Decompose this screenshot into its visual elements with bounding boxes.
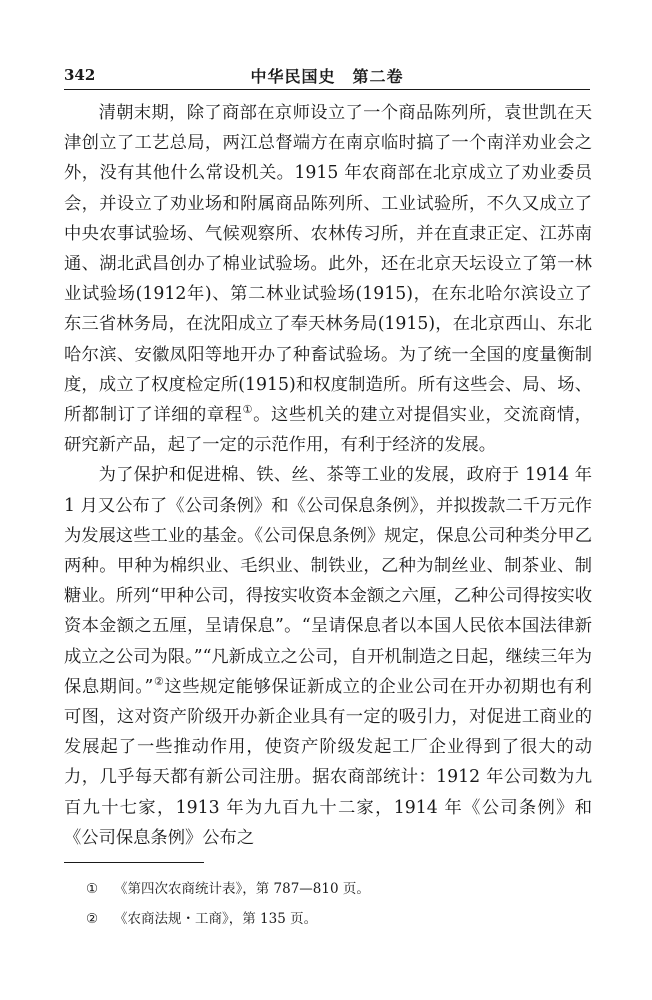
body-text [64, 98, 592, 853]
footnote [86, 874, 586, 904]
footnote-text: 《第四次农商统计表》，第 787—810 页。 [114, 881, 370, 897]
running-title: 中华民国史 第二卷 [250, 67, 404, 86]
page-number: 342 [64, 66, 96, 84]
header-rule [64, 89, 590, 90]
footnote-ref: ① [242, 403, 254, 417]
footnote-mark: ① [86, 881, 99, 897]
footnote-ref: ② [153, 675, 165, 689]
page-header [64, 62, 590, 88]
footnote-rule [64, 862, 204, 863]
paragraph-text: 为了保护和促进棉、铁、丝、茶等工业的发展，政府于 1914 年 1 月又公布了《公司条例》和《公司保息条例》，并拟拨款二千万元作为发展这些工业的基金。《公司保息条例》规定，保息公司种类分甲乙两种。甲种为棉织业、毛织业、制铁业，乙种为制丝业、制茶业、制糖业。所列“甲种公司，得按实收资本金额之六厘，乙种公司得按实收资本金额之五厘，呈请保息”。“呈请保息者以本国人民依本国法律新成立之公司为限。”“凡新成立之公司，自开机制造之日起，继续三年为保息期间。” [64, 465, 592, 697]
footnote-mark: ② [86, 911, 99, 927]
footnotes [86, 874, 586, 934]
paragraph [64, 460, 592, 853]
paragraph [64, 98, 592, 460]
paragraph-tail: 这些规定能够保证新成立的企业公司在开办初期也有利可图，这对资产阶级开办新企业具有一定的吸引力，对促进工商业的发展起了一些推动作用，使资产阶级发起工厂企业得到了很大的动力，几乎每天都有新公司注册。据农商部统计：1912 年公司数为九百九十七家，1913 年为九百九十二家，1914 年《公司条例》和《公司保息条例》公布之 [64, 676, 592, 848]
paragraph-text: 清朝末期，除了商部在京师设立了一个商品陈列所，袁世凯在天津创立了工艺总局，两江总督端方在南京临时搞了一个南洋劝业会之外，没有其他什么常设机关。1915 年农商部在北京成立了劝业委员会，并设立了劝业场和附属商品陈列所、工业试验所，不久又成立了中央农事试验场、气候观察所、农林传习所，并在直隶正定、江苏南通、湖北武昌创办了棉业试验场。此外，还在北京天坛设立了第一林业试验场(1912年)、第二林业试验场(1915)，在东北哈尔滨设立了东三省林务局，在沈阳成立了奉天林务局(1915)，在北京西山、东北哈尔滨、安徽凤阳等地开办了种畜试验场。为了统一全国的度量衡制度，成立了权度检定所(1915)和权度制造所。所有这些会、局、场、所都制订了详细的章程 [64, 103, 592, 426]
footnote [86, 904, 586, 934]
footnote-text: 《农商法规・工商》，第 135 页。 [114, 911, 318, 927]
paragraph-tail: 。这些机关的建立对提倡实业，交流商情，研究新产品，起了一定的示范作用，有利于经济的发展。 [64, 405, 592, 456]
